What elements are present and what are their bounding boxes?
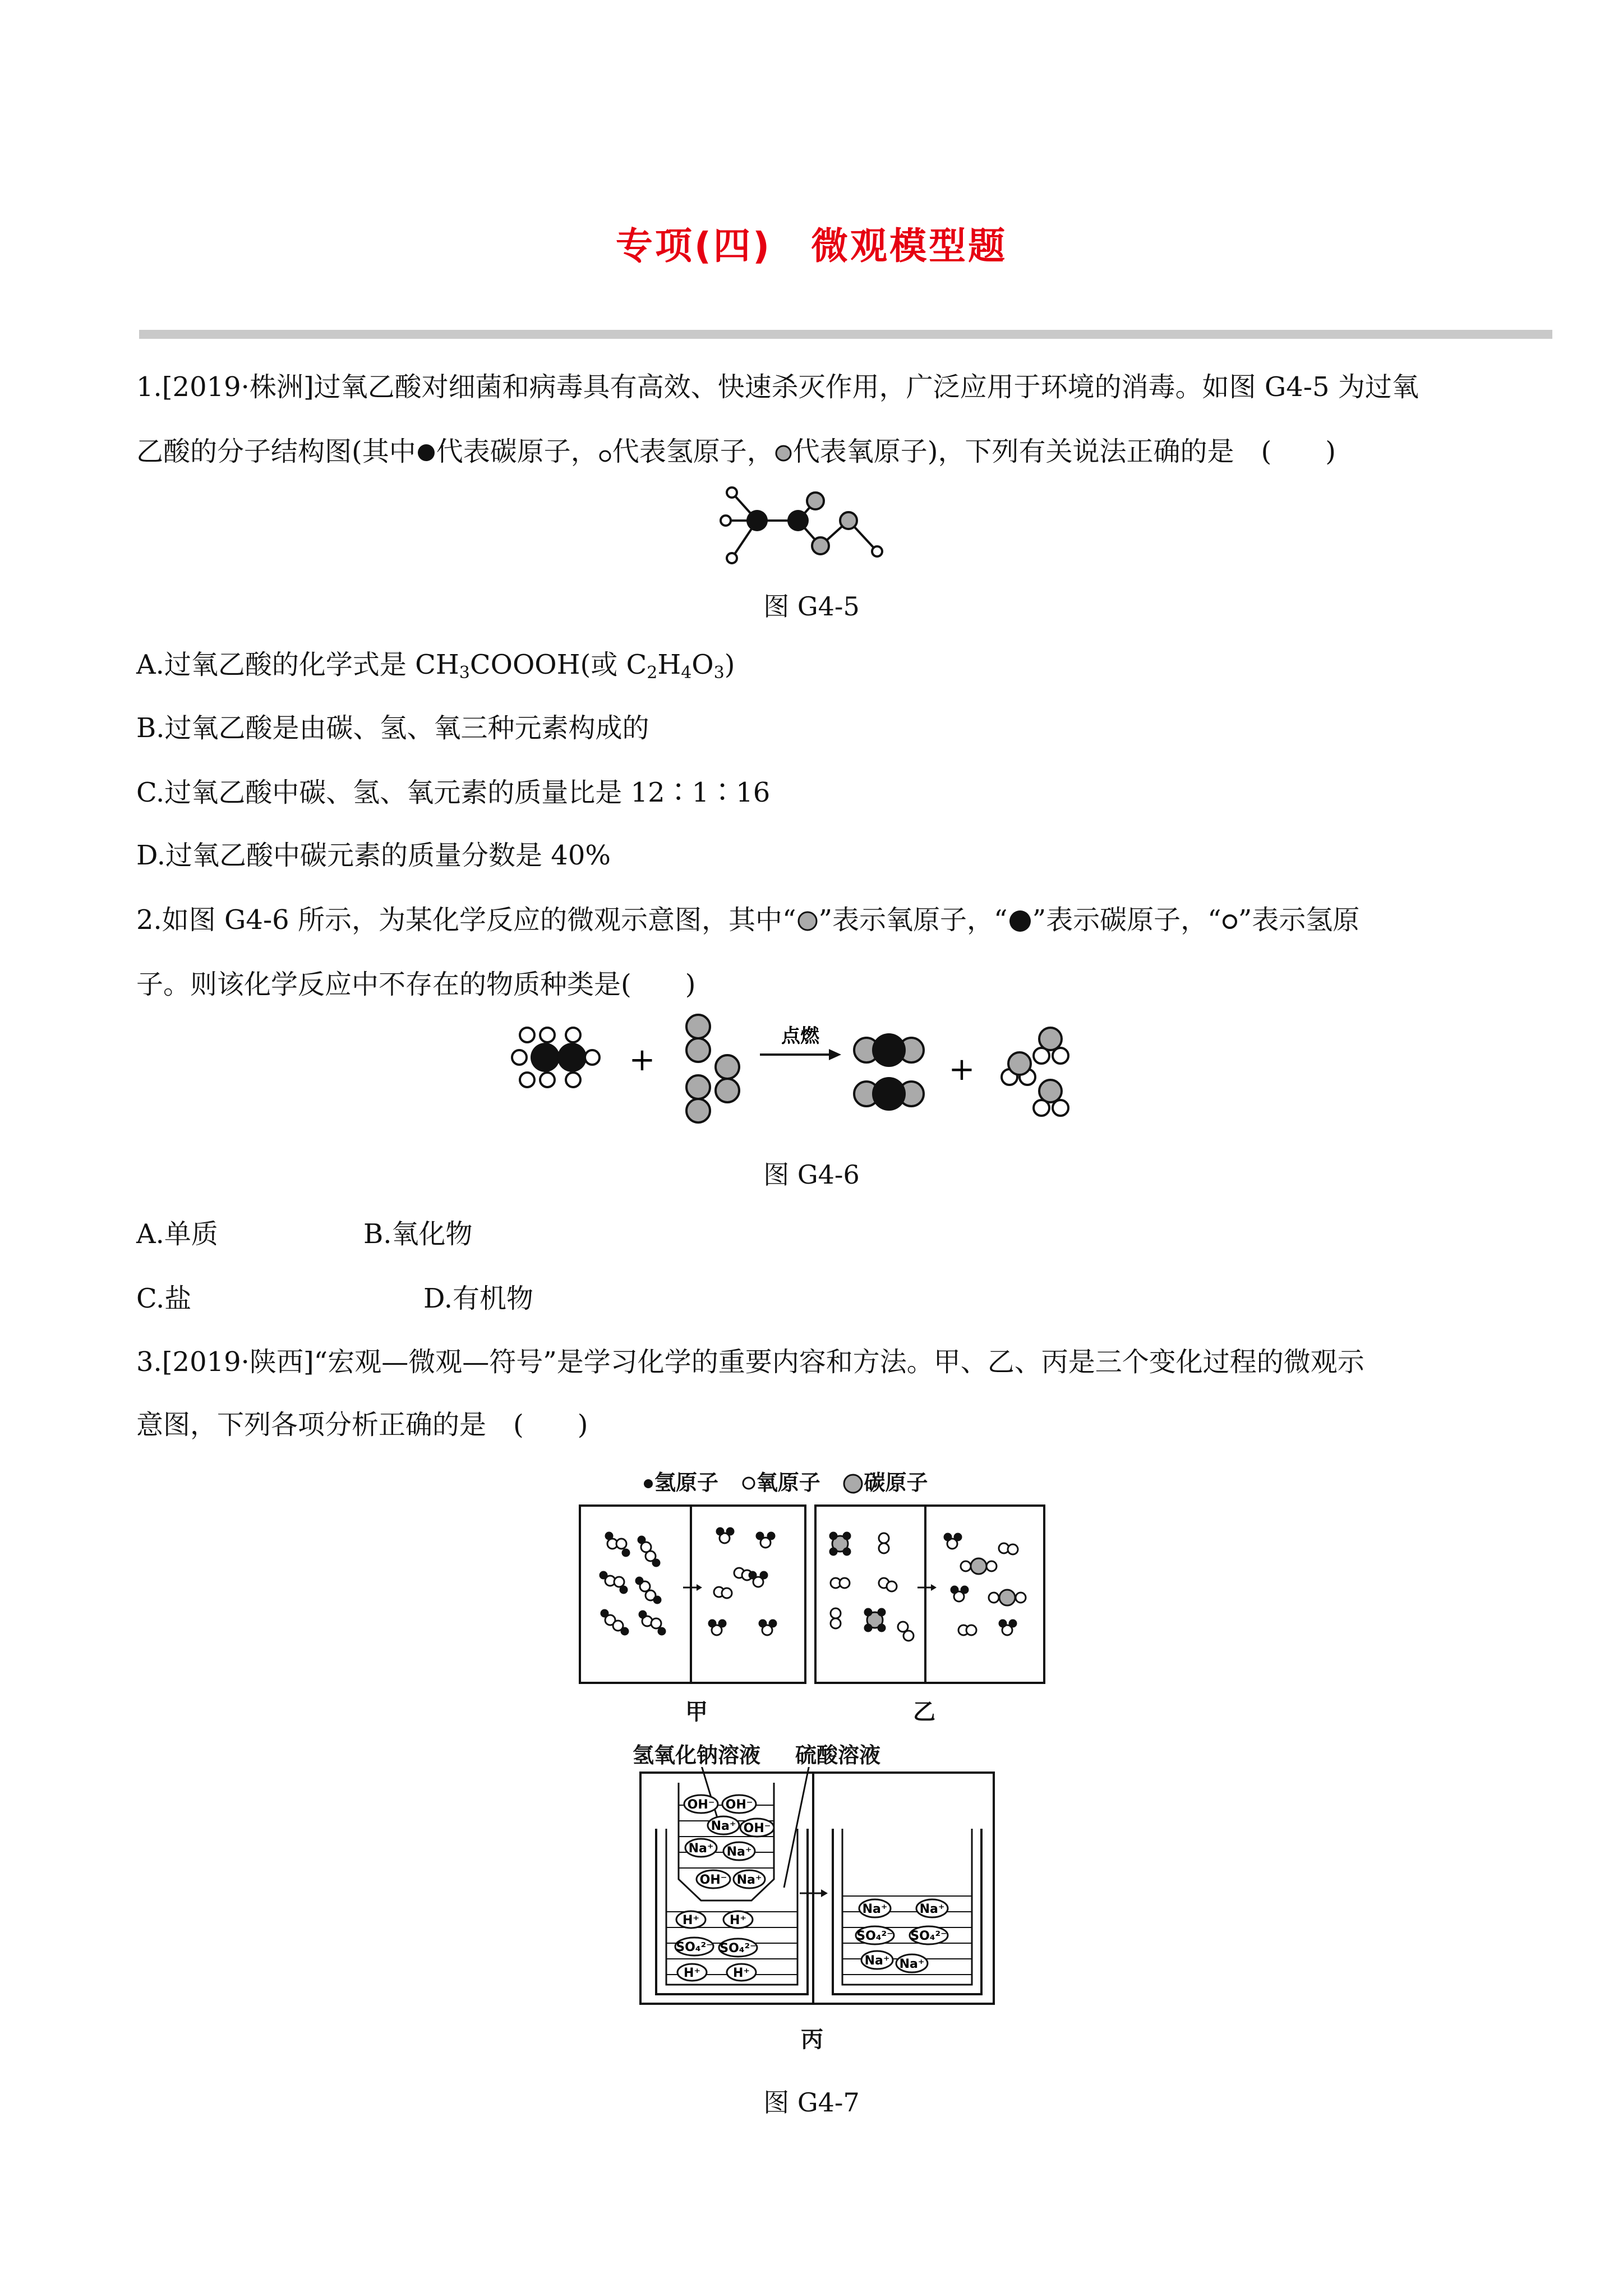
ion-label: SO₄²⁻: [676, 1940, 713, 1954]
ion-label: Na⁺: [862, 1902, 888, 1916]
label-bing: 丙: [801, 2027, 823, 2053]
ion-label: SO₄²⁻: [856, 1929, 893, 1943]
figure-g4-7-panel-bing: [639, 1767, 998, 2014]
oxygen-atom-icon: [796, 910, 819, 932]
ion-label: Na⁺: [919, 1902, 945, 1916]
ion-label: Na⁺: [726, 1845, 752, 1859]
ion-label: H⁺: [683, 1966, 701, 1980]
oxygen-legend-icon: [741, 1475, 757, 1491]
plus-sign: +: [629, 1042, 656, 1078]
q1-option-d: D.过氧乙酸中碳元素的质量分数是 40%: [136, 840, 611, 871]
molecule-c-atom: [746, 510, 768, 531]
panel-jia-before: [600, 1533, 665, 1635]
q1-option-c: C.过氧乙酸中碳、氢、氧元素的质量比是 12∶1∶16: [136, 777, 771, 808]
ion-label: Na⁺: [736, 1873, 762, 1887]
product-co2-molecules: [854, 1033, 924, 1111]
title-divider: [139, 330, 1552, 339]
ion-label: SO₄²⁻: [910, 1929, 947, 1943]
naoh-solution-label: 氢氧化钠溶液: [633, 1743, 761, 1768]
figure-legend: 氢原子 氧原子 碳原子: [642, 1465, 928, 1496]
q2-figure-caption: 图 G4-6: [763, 1159, 860, 1190]
q3-figure-caption: 图 G4-7: [763, 2087, 860, 2118]
q1-line2-c: 代表氢原子，: [612, 436, 774, 467]
q2-option-c: C.盐: [136, 1283, 192, 1314]
carbon-atom-icon: [416, 443, 436, 463]
ion-label: H⁺: [732, 1966, 750, 1980]
figure-g4-7-panels-jia-yi: [578, 1503, 1049, 1694]
q1-figure-caption: 图 G4-5: [763, 591, 860, 622]
molecule-h-atom: [721, 516, 731, 526]
molecule-o-atom: [807, 493, 824, 509]
molecule-c-atom: [787, 510, 809, 531]
panel-jia-after: [709, 1528, 776, 1635]
reactant-oxygen-molecules: [686, 1015, 739, 1122]
q1-option-b: B.过氧乙酸是由碳、氢、氧三种元素构成的: [136, 712, 649, 744]
q1-line2: [136, 435, 1336, 468]
q3-line1: 3.[2019·陕西]“宏观—微观—符号”是学习化学的重要内容和方法。甲、乙、丙是三个变化过程的微观示: [136, 1346, 1364, 1378]
ion-label: H⁺: [682, 1913, 700, 1927]
ion-label: H⁺: [729, 1913, 747, 1927]
q2-line2: 子。则该化学反应中不存在的物质种类是( ): [136, 969, 696, 1000]
molecule-o-atom: [812, 537, 829, 554]
carbon-atom-icon: [1008, 909, 1032, 933]
molecule-o-atom: [840, 512, 857, 529]
q2-option-a: A.单质: [136, 1218, 218, 1250]
panel-yi-after: [944, 1534, 1026, 1635]
ion-label: Na⁺: [864, 1954, 890, 1968]
molecule-h-atom: [872, 546, 882, 556]
ion-label: OH⁻: [687, 1798, 715, 1812]
plus-sign: +: [948, 1051, 975, 1088]
q1-line1: 1.[2019·株洲]过氧乙酸对细菌和病毒具有高效、快速杀灭作用，广泛应用于环境的消毒。如图 G4-5 为过氧: [136, 371, 1419, 403]
q2-option-b: B.氧化物: [363, 1218, 473, 1250]
q1-option-a: A.过氧乙酸的化学式是 $CH_3COOOH$(或 $C_2H_4O_3$): [136, 649, 735, 683]
q1-line2-d: 代表氧原子)，下列有关说法正确的是 ( ): [792, 436, 1336, 467]
hydrogen-atom-icon: [598, 444, 612, 464]
ion-label: OH⁻: [743, 1821, 771, 1835]
ion-label: SO₄²⁻: [720, 1941, 757, 1955]
carbon-legend-icon: [842, 1473, 864, 1494]
hydrogen-legend-icon: [642, 1478, 654, 1490]
q2-option-d: D.有机物: [423, 1283, 534, 1314]
label-yi: 乙: [913, 1699, 935, 1725]
q1-line2-b: 代表碳原子，: [436, 436, 598, 467]
ion-label: Na⁺: [688, 1842, 714, 1856]
panel-yi-before: [830, 1533, 914, 1641]
ion-label: OH⁻: [699, 1873, 727, 1887]
hydrogen-atom-icon: [1221, 913, 1238, 930]
reactant-hydrocarbon-molecule: [512, 1028, 600, 1087]
molecule-h-atom: [727, 487, 737, 498]
label-jia: 甲: [685, 1699, 708, 1725]
molecule-h-atom: [727, 553, 737, 563]
ion-label: Na⁺: [899, 1957, 925, 1971]
q3-line2: 意图，下列各项分析正确的是 ( ): [136, 1409, 588, 1441]
page-title: 专项(四) 微观模型题: [615, 224, 1008, 268]
figure-g4-6-reaction: [505, 1004, 1122, 1133]
q1-line2-a: 乙酸的分子结构图(其中: [136, 436, 416, 467]
ion-label: OH⁻: [725, 1798, 753, 1812]
arrow-label: 点燃: [781, 1025, 819, 1047]
q2-line1: 2.如图 G4-6 所示，为某化学反应的微观示意图，其中“ ”表示氧原子，“ ”表示碳原子，“ ”表示氢原: [136, 904, 1360, 936]
oxygen-atom-icon: [774, 443, 793, 463]
ion-label: Na⁺: [711, 1819, 736, 1833]
figure-g4-5-molecule: [718, 482, 909, 572]
h2so4-solution-label: 硫酸溶液: [795, 1743, 881, 1768]
product-water-molecules: [1002, 1028, 1068, 1116]
